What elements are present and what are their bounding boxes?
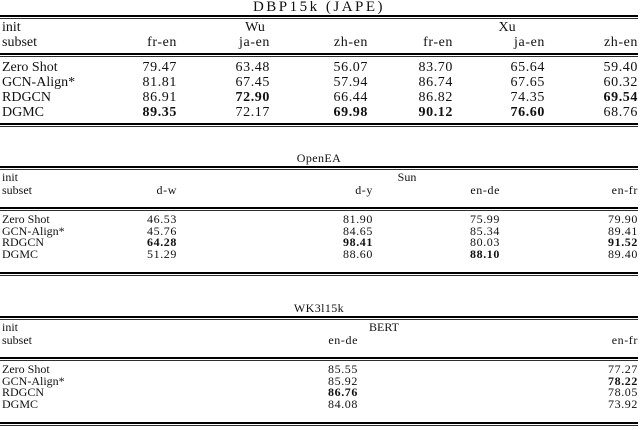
- corner-subset: subset: [2, 333, 32, 347]
- table-openea: [0, 152, 640, 276]
- score-cell: 86.74: [418, 75, 453, 90]
- corner-init: init: [2, 20, 21, 35]
- table-row: [0, 214, 638, 226]
- method-label: GCN-Align*: [2, 373, 65, 388]
- score-cell: 66.44: [333, 90, 368, 105]
- score-cell: 75.99: [470, 212, 500, 226]
- table-title: WK3l15k: [293, 301, 345, 315]
- group-header-label: Sun: [397, 170, 417, 184]
- score-cell: 67.65: [510, 75, 545, 90]
- table-header: [0, 171, 638, 197]
- column-header: d-y: [355, 183, 373, 197]
- double-rule: [0, 272, 638, 276]
- corner-init: init: [2, 320, 19, 334]
- score-cell: 85.55: [328, 362, 358, 376]
- score-cell: 86.91: [142, 90, 177, 105]
- corner-subset: subset: [2, 35, 37, 50]
- table-row: [0, 226, 638, 238]
- table-row: [0, 75, 638, 90]
- group-header: [368, 20, 638, 35]
- method-label: Zero Shot: [2, 60, 58, 75]
- double-rule: [0, 53, 638, 57]
- score-cell: 46.53: [147, 212, 177, 226]
- score-cell: 88.10: [470, 246, 500, 261]
- column-header: en-de: [328, 333, 358, 347]
- method-label: DGMC: [2, 396, 39, 411]
- score-cell: 80.03: [470, 235, 500, 249]
- table-row: [0, 364, 638, 376]
- score-cell: 81.81: [142, 75, 177, 90]
- column-header: zh-en: [603, 35, 639, 50]
- table-row: [0, 90, 638, 105]
- score-cell: 60.32: [603, 75, 638, 90]
- score-cell: 67.45: [235, 75, 270, 90]
- double-rule: [0, 422, 638, 426]
- table-wk3l15k: [0, 302, 640, 426]
- group-header-label: BERT: [369, 320, 399, 334]
- method-label: RDGCN: [2, 235, 45, 249]
- column-header: fr-en: [147, 35, 177, 50]
- method-label: RDGCN: [2, 385, 45, 399]
- score-cell: 64.28: [147, 235, 177, 249]
- method-label: Zero Shot: [2, 362, 50, 376]
- score-cell: 45.76: [147, 223, 177, 238]
- score-cell: 86.82: [418, 90, 453, 105]
- method-label: Zero Shot: [2, 212, 50, 226]
- score-cell: 69.98: [333, 105, 368, 120]
- column-header: en-fr: [611, 333, 639, 347]
- score-cell: 69.54: [603, 90, 638, 105]
- score-cell: 78.05: [608, 385, 638, 399]
- group-header-label: Wu: [245, 20, 265, 35]
- column-header: d-w: [156, 183, 177, 197]
- score-cell: 56.07: [333, 60, 368, 75]
- column-header: en-fr: [611, 183, 638, 197]
- group-header: [90, 321, 638, 334]
- column-header: zh-en: [333, 35, 369, 50]
- score-cell: 84.08: [328, 396, 358, 411]
- score-cell: 86.76: [328, 385, 358, 399]
- score-cell: 72.17: [235, 105, 270, 120]
- score-cell: 78.22: [608, 373, 638, 388]
- table-row: [0, 237, 638, 249]
- score-cell: 89.35: [142, 105, 177, 120]
- corner-subset: subset: [2, 183, 32, 197]
- table-row: [0, 249, 638, 261]
- score-cell: 76.60: [510, 105, 545, 120]
- table-header: [0, 321, 638, 347]
- table-body: [0, 60, 638, 120]
- score-cell: 88.60: [343, 246, 373, 261]
- group-header: [90, 20, 368, 35]
- score-cell: 63.48: [235, 60, 270, 75]
- score-cell: 74.35: [510, 90, 545, 105]
- table-dbp15k-jape: [0, 0, 640, 127]
- score-cell: 65.64: [510, 60, 545, 75]
- score-cell: 79.90: [608, 212, 638, 226]
- score-cell: 77.27: [608, 362, 638, 376]
- group-header-label: Xu: [498, 20, 516, 35]
- score-cell: 51.29: [147, 246, 177, 261]
- method-label: RDGCN: [2, 90, 52, 105]
- score-cell: 79.47: [142, 60, 177, 75]
- corner-init: init: [2, 170, 19, 184]
- table-row: [0, 387, 638, 399]
- method-label: DGMC: [2, 105, 45, 120]
- table-body: [0, 364, 638, 410]
- score-cell: 73.92: [608, 396, 638, 411]
- score-cell: 89.40: [608, 246, 638, 261]
- score-cell: 98.41: [343, 235, 373, 249]
- table-title: OpenEA: [296, 151, 342, 165]
- double-rule: [0, 166, 638, 170]
- score-cell: 85.34: [470, 223, 500, 238]
- method-label: GCN-Align*: [2, 75, 76, 90]
- score-cell: 89.41: [608, 223, 638, 238]
- method-label: GCN-Align*: [2, 223, 65, 238]
- double-rule: [0, 123, 638, 127]
- table-header: [0, 20, 638, 50]
- table-row: [0, 105, 638, 120]
- table-title: DBP15k (JAPE): [252, 0, 386, 15]
- column-header: ja-en: [514, 35, 546, 50]
- score-cell: 81.90: [343, 212, 373, 226]
- table-row: [0, 60, 638, 75]
- score-cell: 57.94: [333, 75, 368, 90]
- score-cell: 85.92: [328, 373, 358, 388]
- table-row: [0, 399, 638, 411]
- score-cell: 59.40: [603, 60, 638, 75]
- score-cell: 68.76: [603, 105, 638, 120]
- score-cell: 83.70: [418, 60, 453, 75]
- table-body: [0, 214, 638, 260]
- score-cell: 91.52: [608, 235, 638, 249]
- column-header: fr-en: [423, 35, 454, 50]
- double-rule: [0, 15, 638, 19]
- double-rule: [0, 357, 638, 361]
- double-rule: [0, 207, 638, 211]
- score-cell: 84.65: [343, 223, 373, 238]
- double-rule: [0, 316, 638, 320]
- score-cell: 72.90: [235, 90, 270, 105]
- column-header: ja-en: [239, 35, 270, 50]
- score-cell: 90.12: [418, 105, 453, 120]
- column-header: en-de: [470, 183, 500, 197]
- table-row: [0, 376, 638, 388]
- method-label: DGMC: [2, 246, 39, 261]
